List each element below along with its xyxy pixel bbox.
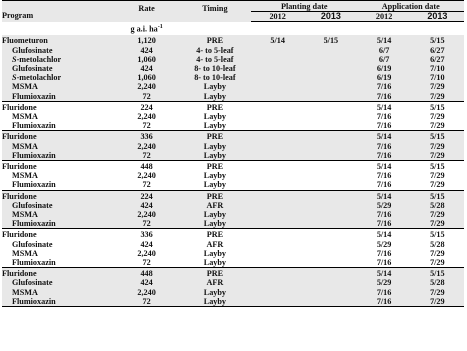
application-2012-cell: 7/16 <box>357 258 410 268</box>
rate-cell: 224 <box>140 102 153 112</box>
program-cell: Flumioxazin <box>2 258 114 268</box>
application-2012-cell: 5/14 <box>357 190 410 201</box>
application-2013-cell: 7/29 <box>411 151 464 161</box>
timing-cell: Layby <box>179 219 251 229</box>
timing-cell: 8- to 10-leaf <box>179 64 251 73</box>
table-row <box>2 297 464 307</box>
planting-2012-cell <box>251 201 304 210</box>
application-2013-cell: 5/15 <box>411 131 464 142</box>
application-2013-cell: 7/29 <box>411 297 464 307</box>
application-2012-cell: 7/16 <box>357 92 410 102</box>
timing-cell: Layby <box>179 180 251 190</box>
planting-2012-cell <box>251 190 304 201</box>
application-2013-cell: 7/29 <box>411 210 464 219</box>
planting-2012-cell <box>251 121 304 131</box>
table-row <box>2 210 464 219</box>
program-cell: Flumioxazin <box>2 151 114 161</box>
application-2012-cell: 6/19 <box>357 64 410 73</box>
planting-2012-cell <box>251 73 304 82</box>
table-row <box>2 249 464 258</box>
application-2012-cell: 5/14 <box>357 35 410 45</box>
rate-cell: 72 <box>114 92 178 102</box>
program-cell: MSMA <box>2 210 114 219</box>
header-row-1 <box>2 1 464 12</box>
application-2012-cell: 5/14 <box>376 230 392 240</box>
table-row <box>2 171 464 180</box>
planting-2012-cell <box>251 180 304 190</box>
planting-2013-cell <box>304 219 357 229</box>
program-cell: S-metolachlor <box>2 55 114 64</box>
table-row <box>2 121 464 131</box>
timing-cell: AFR <box>179 201 251 210</box>
table-row <box>2 82 464 91</box>
timing-cell: Layby <box>203 171 227 181</box>
timing-cell: Layby <box>203 112 227 122</box>
application-2012-cell: 7/16 <box>357 210 410 219</box>
table-row <box>2 46 464 55</box>
program-cell: Flumioxazin <box>2 121 114 131</box>
table-row <box>2 55 464 64</box>
timing-cell: Layby <box>179 288 251 297</box>
table-row <box>2 112 464 121</box>
program-cell: S-metolachlor <box>2 73 114 82</box>
planting-2012-cell <box>251 151 304 161</box>
planting-2013-cell <box>304 92 357 102</box>
program-cell: Fluridone <box>2 230 37 240</box>
planting-2012-cell: 5/14 <box>251 35 304 45</box>
planting-2013-cell <box>304 180 357 190</box>
application-2012-cell: 5/14 <box>376 162 392 172</box>
rate-cell: 424 <box>114 201 178 210</box>
application-2012-cell: 7/16 <box>376 171 392 181</box>
application-2013-cell: 5/28 <box>411 201 464 210</box>
application-2013-cell: 5/15 <box>411 190 464 201</box>
program-header: Program <box>2 1 114 22</box>
timing-cell: PRE <box>179 35 251 45</box>
program-cell: Fluridone <box>2 162 37 172</box>
table-row <box>2 190 464 201</box>
program-cell: Fluridone <box>2 131 114 142</box>
rate-cell: 1,120 <box>114 35 178 45</box>
rate-cell: 224 <box>114 190 178 201</box>
program-cell: MSMA <box>2 288 114 297</box>
program-cell: Fluridone <box>2 268 114 279</box>
planting-2012-cell <box>251 101 304 112</box>
table-row <box>2 258 464 268</box>
application-2013-cell: 7/29 <box>411 180 464 190</box>
rate-cell: 2,240 <box>137 248 156 258</box>
planting-year-2012: 2012 <box>251 12 304 22</box>
application-2012-cell: 7/16 <box>357 142 410 151</box>
application-2013-cell: 5/15 <box>430 102 445 112</box>
program-cell: Glufosinate <box>2 201 114 210</box>
program-cell: Flumioxazin <box>2 297 114 307</box>
application-2013-cell: 6/27 <box>411 46 464 55</box>
program-cell: Glufosinate <box>2 278 114 287</box>
application-2013-cell: 7/29 <box>411 82 464 91</box>
planting-2013-cell <box>304 240 357 249</box>
planting-date-header: Planting date <box>251 1 357 12</box>
planting-2013-cell <box>304 55 357 64</box>
rate-cell: 448 <box>140 162 153 172</box>
table-row <box>2 201 464 210</box>
planting-2013-cell <box>304 82 357 91</box>
planting-2012-cell <box>251 297 304 307</box>
planting-2013-cell: 5/15 <box>304 35 357 45</box>
timing-cell: AFR <box>179 278 251 287</box>
application-2013-cell: 7/10 <box>411 73 464 82</box>
timing-cell: 8- to 10-leaf <box>179 73 251 82</box>
table-row <box>2 268 464 279</box>
program-cell: Flumioxazin <box>2 92 114 102</box>
application-2012-cell: 7/16 <box>357 121 410 131</box>
application-2013-cell: 7/29 <box>411 219 464 229</box>
rate-cell: 72 <box>114 121 178 131</box>
timing-cell: Layby <box>179 258 251 268</box>
planting-2013-cell <box>304 201 357 210</box>
planting-2013-cell <box>304 151 357 161</box>
program-cell: MSMA <box>12 248 38 258</box>
planting-2012-cell <box>251 55 304 64</box>
planting-2013-cell <box>304 210 357 219</box>
table-row <box>2 219 464 229</box>
timing-cell: Layby <box>179 121 251 131</box>
rate-cell: 2,240 <box>137 171 156 181</box>
application-2013-cell: 7/29 <box>411 92 464 102</box>
application-2012-cell: 5/29 <box>357 278 410 287</box>
table-row <box>2 229 464 240</box>
program-cell: Flumioxazin <box>2 219 114 229</box>
timing-cell: Layby <box>179 210 251 219</box>
application-2012-cell: 5/29 <box>357 201 410 210</box>
rate-cell: 1,060 <box>114 73 178 82</box>
planting-2012-cell <box>251 288 304 297</box>
table-row <box>2 161 464 172</box>
timing-cell: PRE <box>206 102 224 112</box>
table-row <box>2 278 464 287</box>
planting-2013-cell <box>304 190 357 201</box>
table-row <box>2 73 464 82</box>
application-2013-cell: 5/15 <box>430 230 445 240</box>
program-cell: MSMA <box>2 82 114 91</box>
table-row <box>2 64 464 73</box>
application-2013-cell: 7/29 <box>430 171 445 181</box>
application-2013-cell: 7/29 <box>430 248 445 258</box>
program-cell: Glufosinate <box>12 239 53 249</box>
timing-cell: Layby <box>179 92 251 102</box>
rate-cell: 448 <box>114 268 178 279</box>
application-2013-cell: 7/29 <box>411 121 464 131</box>
planting-2013-cell <box>304 101 357 112</box>
application-2013-cell: 5/28 <box>411 278 464 287</box>
planting-2013-cell <box>304 121 357 131</box>
planting-2013-cell <box>304 73 357 82</box>
herbicide-program-table <box>2 0 464 307</box>
planting-2012-cell <box>251 278 304 287</box>
planting-2012-cell <box>251 210 304 219</box>
planting-2012-cell <box>251 229 304 240</box>
rate-header: Rate <box>114 1 178 22</box>
program-cell: Glufosinate <box>2 46 114 55</box>
table-row <box>2 35 464 45</box>
rate-cell: 72 <box>114 297 178 307</box>
table-row <box>2 101 464 112</box>
application-2012-cell: 7/16 <box>357 151 410 161</box>
table-row <box>2 131 464 142</box>
application-2013-cell: 7/29 <box>411 142 464 151</box>
application-2013-cell: 5/28 <box>430 239 445 249</box>
application-2013-cell: 7/10 <box>411 64 464 73</box>
application-2013-cell: 7/29 <box>430 112 445 122</box>
application-2012-cell: 6/19 <box>357 73 410 82</box>
program-cell: MSMA <box>12 112 38 122</box>
program-cell: Flumioxazin <box>2 180 114 190</box>
timing-cell: PRE <box>206 162 224 172</box>
planting-2012-cell <box>251 249 304 258</box>
timing-cell: Layby <box>179 82 251 91</box>
application-2012-cell: 7/16 <box>357 297 410 307</box>
rate-cell: 72 <box>114 219 178 229</box>
application-2012-cell: 5/29 <box>376 239 392 249</box>
timing-cell: 4- to 5-leaf <box>179 55 251 64</box>
application-2013-cell: 7/29 <box>411 258 464 268</box>
application-year-2013: 2013 <box>411 12 464 22</box>
planting-2012-cell <box>251 268 304 279</box>
program-cell: Fluridone <box>2 190 114 201</box>
application-2012-cell: 6/7 <box>357 55 410 64</box>
planting-2012-cell <box>251 142 304 151</box>
planting-2013-cell <box>304 131 357 142</box>
planting-2012-cell <box>251 161 304 172</box>
planting-2012-cell <box>251 240 304 249</box>
planting-2013-cell <box>304 297 357 307</box>
application-year-2012: 2012 <box>357 12 410 22</box>
timing-cell: AFR <box>206 239 224 249</box>
planting-2013-cell <box>304 258 357 268</box>
table-row <box>2 92 464 102</box>
application-2012-cell: 6/7 <box>357 46 410 55</box>
rate-cell: 336 <box>114 131 178 142</box>
planting-2012-cell <box>251 92 304 102</box>
application-date-header: Application date <box>357 1 464 12</box>
rate-cell: 72 <box>114 258 178 268</box>
planting-2013-cell <box>304 288 357 297</box>
planting-2012-cell <box>251 131 304 142</box>
rate-cell: 424 <box>114 46 178 55</box>
planting-2013-cell <box>304 268 357 279</box>
rate-cell: 2,240 <box>137 112 156 122</box>
planting-2012-cell <box>251 64 304 73</box>
timing-cell: Layby <box>203 248 227 258</box>
planting-2013-cell <box>304 249 357 258</box>
rate-cell: 424 <box>114 64 178 73</box>
rate-cell: 2,240 <box>114 210 178 219</box>
rate-cell: 72 <box>114 151 178 161</box>
timing-cell: PRE <box>179 190 251 201</box>
rate-cell: 336 <box>140 230 153 240</box>
program-cell: Glufosinate <box>2 64 114 73</box>
table-row <box>2 240 464 249</box>
rate-cell: 2,240 <box>114 142 178 151</box>
application-2012-cell: 5/14 <box>357 268 410 279</box>
rate-cell: 424 <box>140 239 153 249</box>
table-row <box>2 180 464 190</box>
planting-2012-cell <box>251 46 304 55</box>
application-2013-cell: 7/29 <box>411 288 464 297</box>
planting-2012-cell <box>251 171 304 180</box>
program-cell: MSMA <box>12 171 38 181</box>
planting-2013-cell <box>304 171 357 180</box>
rate-cell: 1,060 <box>114 55 178 64</box>
application-2013-cell: 5/15 <box>430 162 445 172</box>
table-row <box>2 151 464 161</box>
table-row <box>2 142 464 151</box>
planting-2013-cell <box>304 142 357 151</box>
timing-cell: Layby <box>179 151 251 161</box>
planting-2012-cell <box>251 112 304 121</box>
rate-cell: 2,240 <box>114 82 178 91</box>
application-2012-cell: 7/16 <box>357 219 410 229</box>
rate-cell: 2,240 <box>114 288 178 297</box>
rate-cell: 72 <box>114 180 178 190</box>
planting-2013-cell <box>304 278 357 287</box>
planting-2012-cell <box>251 82 304 91</box>
program-cell: MSMA <box>2 142 114 151</box>
rate-units: g a.i. $ha^{-1}$ <box>130 23 163 34</box>
planting-2013-cell <box>304 112 357 121</box>
application-2012-cell: 7/16 <box>357 82 410 91</box>
timing-cell: PRE <box>179 131 251 142</box>
timing-header: Timing <box>179 1 251 22</box>
planting-year-2013: 2013 <box>304 12 357 22</box>
planting-2012-cell <box>251 258 304 268</box>
application-2012-cell: 7/16 <box>357 180 410 190</box>
planting-2013-cell <box>304 64 357 73</box>
program-cell: Fluometuron <box>2 35 114 45</box>
program-cell: Fluridone <box>2 102 37 112</box>
application-2013-cell: 6/27 <box>411 55 464 64</box>
application-2012-cell: 7/16 <box>357 288 410 297</box>
timing-cell: 4- to 5-leaf <box>179 46 251 55</box>
application-2013-cell: 5/15 <box>411 35 464 45</box>
planting-2013-cell <box>304 229 357 240</box>
timing-cell: PRE <box>206 230 224 240</box>
planting-2013-cell <box>304 161 357 172</box>
planting-2012-cell <box>251 219 304 229</box>
application-2013-cell: 5/15 <box>411 268 464 279</box>
rate-cell: 424 <box>114 278 178 287</box>
timing-cell: PRE <box>179 268 251 279</box>
application-2012-cell: 7/16 <box>376 248 392 258</box>
timing-cell: Layby <box>179 297 251 307</box>
application-2012-cell: 5/14 <box>376 102 392 112</box>
units-row <box>2 22 464 36</box>
application-2012-cell: 7/16 <box>376 112 392 122</box>
planting-2013-cell <box>304 46 357 55</box>
table-row <box>2 288 464 297</box>
timing-cell: Layby <box>179 142 251 151</box>
application-2012-cell: 5/14 <box>357 131 410 142</box>
